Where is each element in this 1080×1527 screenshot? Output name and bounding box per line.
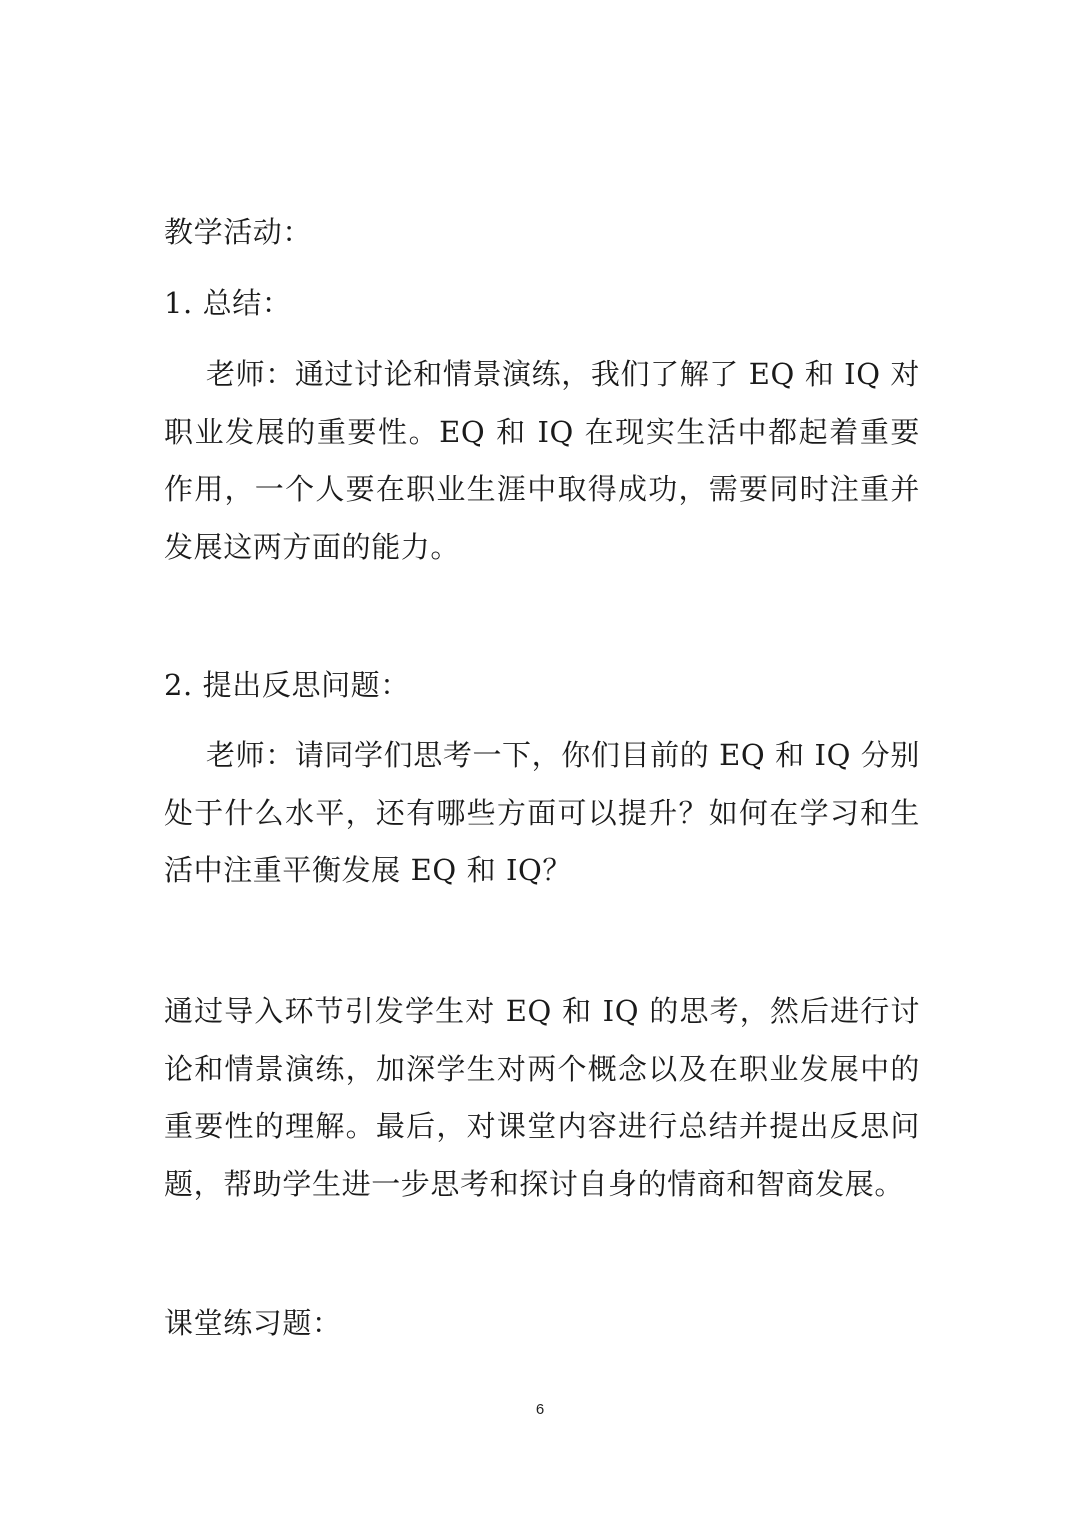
page-number: 6 (535, 1401, 545, 1418)
section-2-title: 2. 提出反思问题： (164, 668, 410, 702)
summary-paragraph: 通过导入环节引发学生对 EQ 和 IQ 的思考，然后进行讨论和情景演练，加深学生对两个概念以及在职业发展中的重要性的理解。最后，对课堂内容进行总结并提出反思问题，帮助学生进一步思考和探讨自身的情商和智商发展。 (164, 994, 920, 1201)
section-2-body: 老师：请同学们思考一下，你们目前的 EQ 和 IQ 分别处于什么水平，还有哪些方面可以提升？如何在学习和生活中注重平衡发展 EQ 和 IQ？ (164, 738, 920, 887)
heading-teaching-activity: 教学活动： (164, 215, 313, 249)
section-1-body: 老师：通过讨论和情景演练，我们了解了 EQ 和 IQ 对职业发展的重要性。EQ 和 IQ 在现实生活中都起着重要作用，一个人要在职业生涯中取得成功，需要同时注重并发展这两方面的能力。 (164, 357, 920, 564)
section-1-title: 1. 总结： (164, 286, 292, 320)
heading-classroom-exercises: 课堂练习题： (164, 1306, 342, 1340)
